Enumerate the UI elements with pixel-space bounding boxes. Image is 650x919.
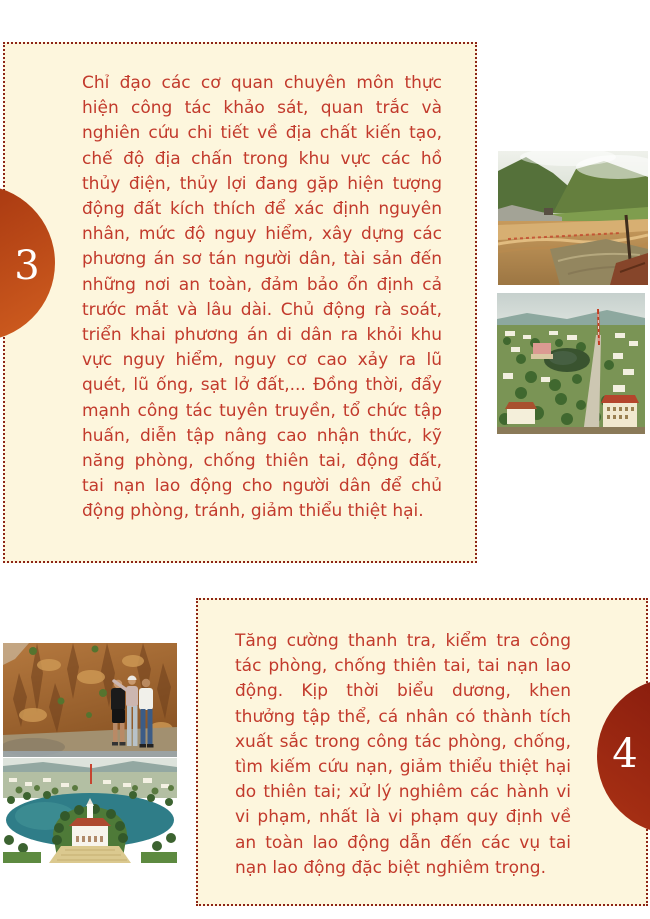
landslide-photo (3, 643, 177, 757)
section-3-body: Chỉ đạo các cơ quan chuyên môn thực hiện công tác khảo sát, quan trắc và nghiên cứu chi tiết về địa chất kiến tạo, chế độ địa chấn trong khu vực các hồ thủy điện, thủy lợi đang gặp hiện tượng động đất kích thích để xác định nguyên nhân, mức độ nguy hiểm, xây dựng các phương án sơ tán người dân, tài sản đến những nơi an toàn, đảm bảo ổn định cả trước mắt và lâu dài. Chủ động rà soát, triển khai phương án di dân ra khỏi khu vực nguy hiểm, nguy cơ cao xảy ra lũ quét, lũ ống, sạt lở đất,... Đồng thời, đẩy mạnh công tác tuyên truyền, tổ chức tập huấn, diễn tập nâng cao nhận thức, kỹ năng phòng, chống thiên tai, động đất, tai nạn lao động cho người dân để chủ động phòng, tránh, giảm thiểu thiệt hại. (82, 73, 442, 522)
section-4-panel (196, 598, 648, 906)
section-3-panel (3, 42, 477, 563)
section-4-body: Tăng cường thanh tra, kiểm tra công tác phòng, chống thiên tai, tai nạn lao động. Kịp thời biểu dương, khen thưởng tập thể, cá nhân có thành tích xuất sắc trong công tác phòng, chống, tìm kiếm cứu nạn, giảm thiểu thiệt hại do thiên tai; xử lý nghiêm các hành vi vi phạm, nhất là vi phạm quy định về an toàn lao động dẫn đến các vụ tai nạn lao động đặc biệt nghiêm trọng. (235, 631, 571, 878)
aerial-town-photo (497, 293, 645, 434)
section-4-number: 4 (612, 731, 638, 777)
flood-photo (498, 151, 648, 285)
lake-monument-photo (3, 758, 177, 863)
section-3-number: 3 (14, 243, 40, 289)
